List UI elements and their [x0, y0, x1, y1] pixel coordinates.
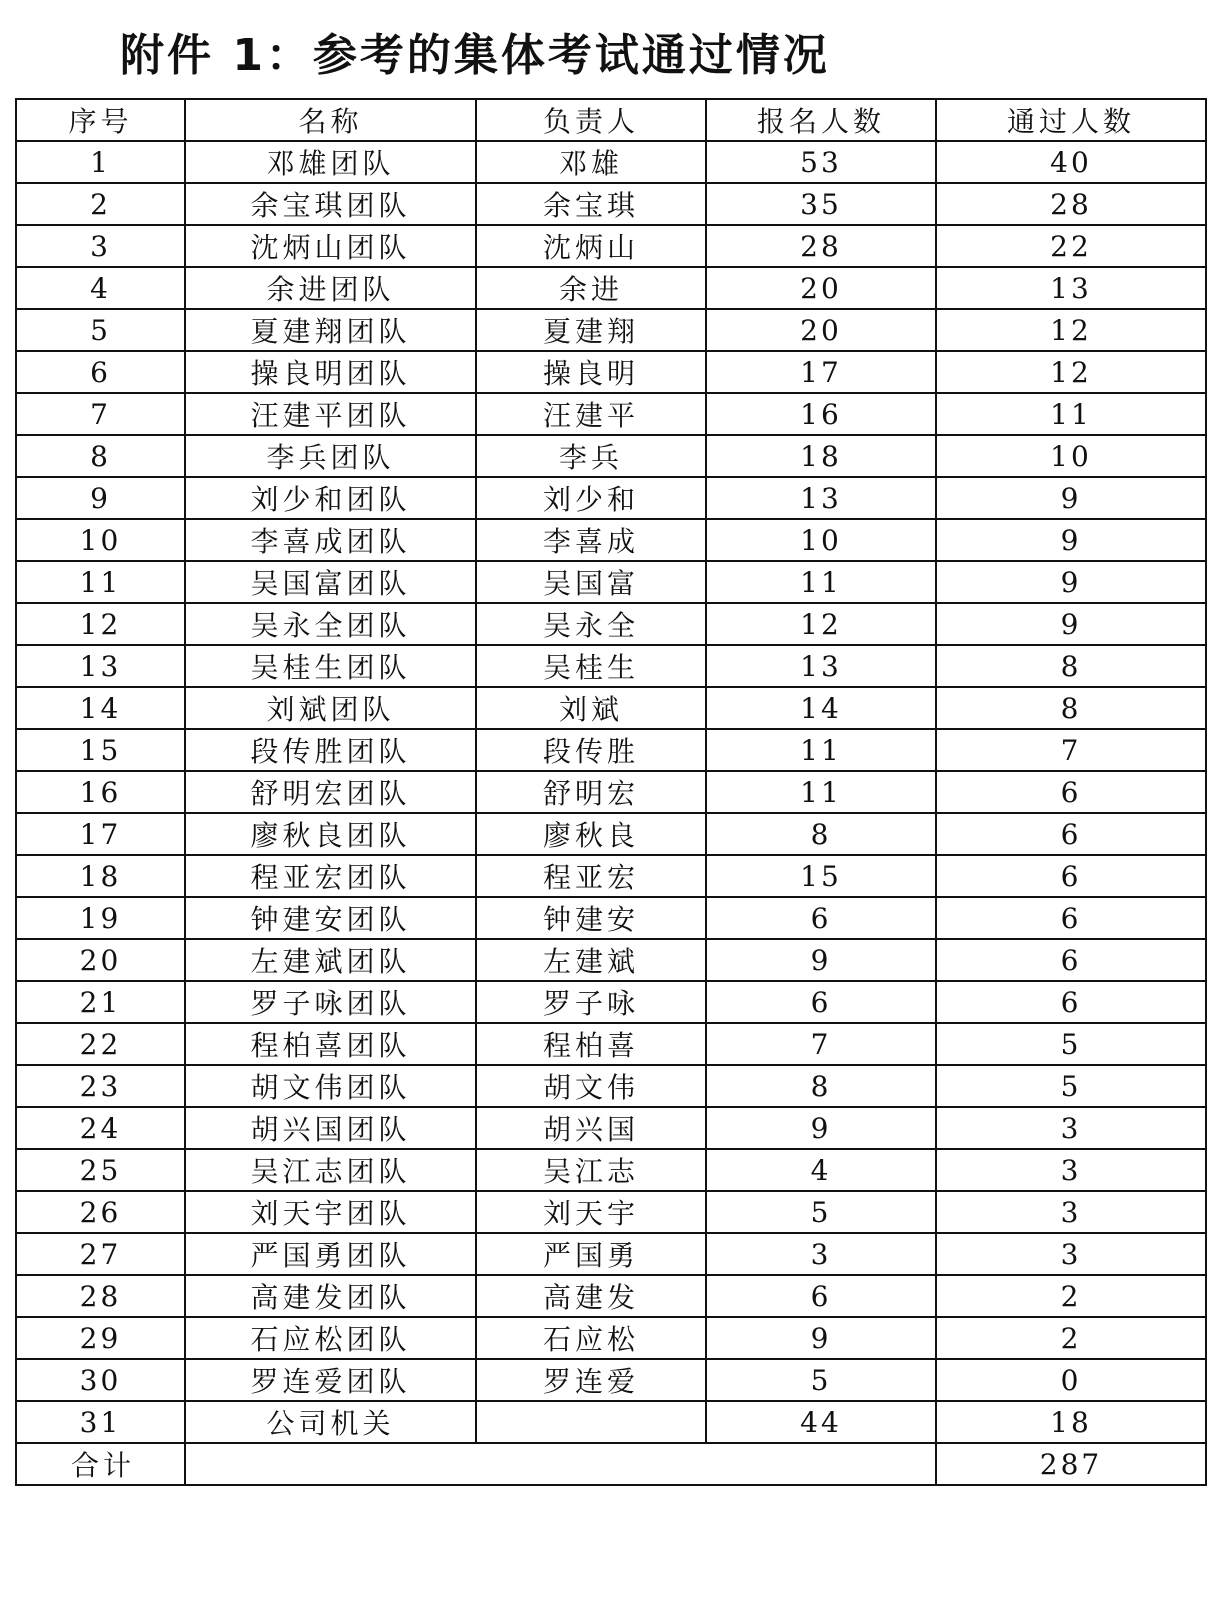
cell-team-name: 刘斌团队 — [185, 687, 476, 729]
cell-leader — [476, 1401, 706, 1443]
cell-leader: 程亚宏 — [476, 855, 706, 897]
cell-passed: 28 — [936, 183, 1206, 225]
cell-passed: 12 — [936, 309, 1206, 351]
cell-passed: 6 — [936, 813, 1206, 855]
cell-passed: 10 — [936, 435, 1206, 477]
cell-leader: 操良明 — [476, 351, 706, 393]
table-row — [16, 435, 1206, 477]
table-row — [16, 771, 1206, 813]
cell-leader: 罗连爱 — [476, 1359, 706, 1401]
cell-leader: 李兵 — [476, 435, 706, 477]
table-row — [16, 1191, 1206, 1233]
cell-team-name: 邓雄团队 — [185, 141, 476, 183]
cell-index: 19 — [16, 897, 185, 939]
table-row — [16, 1233, 1206, 1275]
cell-index: 5 — [16, 309, 185, 351]
cell-team-name: 高建发团队 — [185, 1275, 476, 1317]
cell-passed: 9 — [936, 519, 1206, 561]
cell-team-name: 程柏喜团队 — [185, 1023, 476, 1065]
cell-leader: 汪建平 — [476, 393, 706, 435]
table-row — [16, 687, 1206, 729]
cell-leader: 钟建安 — [476, 897, 706, 939]
cell-team-name: 舒明宏团队 — [185, 771, 476, 813]
header-name: 名称 — [185, 99, 476, 141]
cell-passed: 3 — [936, 1149, 1206, 1191]
cell-passed: 9 — [936, 561, 1206, 603]
cell-leader: 高建发 — [476, 1275, 706, 1317]
cell-passed: 6 — [936, 981, 1206, 1023]
cell-leader: 沈炳山 — [476, 225, 706, 267]
cell-leader: 余进 — [476, 267, 706, 309]
cell-registered: 8 — [706, 813, 936, 855]
cell-index: 16 — [16, 771, 185, 813]
cell-leader: 石应松 — [476, 1317, 706, 1359]
cell-team-name: 罗子咏团队 — [185, 981, 476, 1023]
cell-passed: 5 — [936, 1023, 1206, 1065]
total-row — [16, 1443, 1206, 1485]
cell-passed: 0 — [936, 1359, 1206, 1401]
cell-passed: 22 — [936, 225, 1206, 267]
table-row — [16, 981, 1206, 1023]
cell-leader: 吴永全 — [476, 603, 706, 645]
table-row — [16, 477, 1206, 519]
cell-index: 11 — [16, 561, 185, 603]
cell-registered: 13 — [706, 645, 936, 687]
exam-results-table — [15, 98, 1207, 1486]
cell-team-name: 汪建平团队 — [185, 393, 476, 435]
cell-registered: 28 — [706, 225, 936, 267]
cell-passed: 5 — [936, 1065, 1206, 1107]
cell-team-name: 吴江志团队 — [185, 1149, 476, 1191]
cell-leader: 吴桂生 — [476, 645, 706, 687]
cell-team-name: 刘天宇团队 — [185, 1191, 476, 1233]
cell-registered: 35 — [706, 183, 936, 225]
cell-registered: 6 — [706, 981, 936, 1023]
cell-leader: 左建斌 — [476, 939, 706, 981]
cell-team-name: 吴国富团队 — [185, 561, 476, 603]
table-row — [16, 897, 1206, 939]
cell-passed: 8 — [936, 687, 1206, 729]
table-row — [16, 1149, 1206, 1191]
total-label: 合计 — [16, 1443, 185, 1485]
cell-passed: 2 — [936, 1275, 1206, 1317]
cell-team-name: 公司机关 — [185, 1401, 476, 1443]
cell-team-name: 胡文伟团队 — [185, 1065, 476, 1107]
cell-index: 6 — [16, 351, 185, 393]
cell-team-name: 罗连爱团队 — [185, 1359, 476, 1401]
cell-passed: 9 — [936, 603, 1206, 645]
cell-index: 14 — [16, 687, 185, 729]
table-row — [16, 1317, 1206, 1359]
table-header-row — [16, 99, 1206, 141]
table-row — [16, 1275, 1206, 1317]
table-row — [16, 183, 1206, 225]
cell-index: 21 — [16, 981, 185, 1023]
cell-registered: 4 — [706, 1149, 936, 1191]
table-row — [16, 225, 1206, 267]
cell-passed: 13 — [936, 267, 1206, 309]
header-registered: 报名人数 — [706, 99, 936, 141]
cell-index: 15 — [16, 729, 185, 771]
cell-team-name: 刘少和团队 — [185, 477, 476, 519]
cell-registered: 14 — [706, 687, 936, 729]
cell-leader: 夏建翔 — [476, 309, 706, 351]
cell-registered: 6 — [706, 897, 936, 939]
cell-leader: 李喜成 — [476, 519, 706, 561]
cell-team-name: 胡兴国团队 — [185, 1107, 476, 1149]
cell-passed: 6 — [936, 855, 1206, 897]
cell-leader: 严国勇 — [476, 1233, 706, 1275]
cell-index: 20 — [16, 939, 185, 981]
cell-index: 22 — [16, 1023, 185, 1065]
cell-registered: 20 — [706, 267, 936, 309]
cell-leader: 胡兴国 — [476, 1107, 706, 1149]
cell-index: 29 — [16, 1317, 185, 1359]
cell-leader: 吴国富 — [476, 561, 706, 603]
cell-team-name: 吴永全团队 — [185, 603, 476, 645]
header-leader: 负责人 — [476, 99, 706, 141]
cell-registered: 16 — [706, 393, 936, 435]
cell-passed: 3 — [936, 1233, 1206, 1275]
cell-leader: 胡文伟 — [476, 1065, 706, 1107]
table-body — [16, 141, 1206, 1485]
cell-index: 27 — [16, 1233, 185, 1275]
cell-index: 10 — [16, 519, 185, 561]
table-row — [16, 351, 1206, 393]
cell-leader: 罗子咏 — [476, 981, 706, 1023]
cell-registered: 3 — [706, 1233, 936, 1275]
table-row — [16, 1359, 1206, 1401]
cell-registered: 15 — [706, 855, 936, 897]
cell-registered: 12 — [706, 603, 936, 645]
table-row — [16, 519, 1206, 561]
cell-team-name: 夏建翔团队 — [185, 309, 476, 351]
table-row — [16, 1065, 1206, 1107]
cell-leader: 邓雄 — [476, 141, 706, 183]
header-index: 序号 — [16, 99, 185, 141]
table-row — [16, 561, 1206, 603]
total-value: 287 — [936, 1443, 1206, 1485]
cell-team-name: 程亚宏团队 — [185, 855, 476, 897]
cell-index: 30 — [16, 1359, 185, 1401]
cell-index: 13 — [16, 645, 185, 687]
cell-index: 26 — [16, 1191, 185, 1233]
cell-passed: 3 — [936, 1191, 1206, 1233]
table-row — [16, 309, 1206, 351]
header-passed: 通过人数 — [936, 99, 1206, 141]
cell-registered: 13 — [706, 477, 936, 519]
cell-passed: 3 — [936, 1107, 1206, 1149]
cell-leader: 吴江志 — [476, 1149, 706, 1191]
cell-leader: 余宝琪 — [476, 183, 706, 225]
cell-team-name: 李喜成团队 — [185, 519, 476, 561]
cell-registered: 9 — [706, 1317, 936, 1359]
cell-team-name: 段传胜团队 — [185, 729, 476, 771]
cell-team-name: 廖秋良团队 — [185, 813, 476, 855]
cell-registered: 6 — [706, 1275, 936, 1317]
cell-registered: 18 — [706, 435, 936, 477]
table-row — [16, 645, 1206, 687]
table-row — [16, 813, 1206, 855]
cell-leader: 段传胜 — [476, 729, 706, 771]
cell-index: 31 — [16, 1401, 185, 1443]
table-row — [16, 729, 1206, 771]
cell-registered: 20 — [706, 309, 936, 351]
cell-leader: 廖秋良 — [476, 813, 706, 855]
table-row — [16, 141, 1206, 183]
table-row — [16, 603, 1206, 645]
cell-registered: 11 — [706, 729, 936, 771]
cell-passed: 9 — [936, 477, 1206, 519]
cell-team-name: 余进团队 — [185, 267, 476, 309]
cell-registered: 5 — [706, 1191, 936, 1233]
cell-passed: 40 — [936, 141, 1206, 183]
cell-leader: 刘斌 — [476, 687, 706, 729]
cell-team-name: 吴桂生团队 — [185, 645, 476, 687]
cell-registered: 10 — [706, 519, 936, 561]
table-row — [16, 939, 1206, 981]
table-row — [16, 1023, 1206, 1065]
cell-team-name: 沈炳山团队 — [185, 225, 476, 267]
cell-team-name: 操良明团队 — [185, 351, 476, 393]
cell-passed: 18 — [936, 1401, 1206, 1443]
cell-passed: 2 — [936, 1317, 1206, 1359]
cell-registered: 9 — [706, 939, 936, 981]
cell-registered: 44 — [706, 1401, 936, 1443]
cell-leader: 刘少和 — [476, 477, 706, 519]
cell-team-name: 左建斌团队 — [185, 939, 476, 981]
cell-passed: 6 — [936, 897, 1206, 939]
table-row — [16, 393, 1206, 435]
cell-index: 8 — [16, 435, 185, 477]
cell-passed: 12 — [936, 351, 1206, 393]
cell-index: 17 — [16, 813, 185, 855]
cell-team-name: 钟建安团队 — [185, 897, 476, 939]
cell-index: 4 — [16, 267, 185, 309]
cell-passed: 6 — [936, 939, 1206, 981]
cell-leader: 舒明宏 — [476, 771, 706, 813]
cell-index: 25 — [16, 1149, 185, 1191]
cell-index: 7 — [16, 393, 185, 435]
cell-team-name: 石应松团队 — [185, 1317, 476, 1359]
cell-index: 2 — [16, 183, 185, 225]
cell-index: 9 — [16, 477, 185, 519]
cell-index: 3 — [16, 225, 185, 267]
cell-team-name: 严国勇团队 — [185, 1233, 476, 1275]
cell-registered: 5 — [706, 1359, 936, 1401]
cell-index: 12 — [16, 603, 185, 645]
cell-registered: 7 — [706, 1023, 936, 1065]
cell-index: 1 — [16, 141, 185, 183]
cell-passed: 7 — [936, 729, 1206, 771]
cell-passed: 11 — [936, 393, 1206, 435]
table-row — [16, 1401, 1206, 1443]
cell-index: 23 — [16, 1065, 185, 1107]
cell-registered: 53 — [706, 141, 936, 183]
cell-index: 18 — [16, 855, 185, 897]
cell-leader: 程柏喜 — [476, 1023, 706, 1065]
table-row — [16, 1107, 1206, 1149]
cell-registered: 8 — [706, 1065, 936, 1107]
cell-registered: 11 — [706, 561, 936, 603]
table-row — [16, 267, 1206, 309]
cell-passed: 6 — [936, 771, 1206, 813]
page-title: 附件 1：参考的集体考试通过情况 — [120, 30, 830, 81]
cell-registered: 11 — [706, 771, 936, 813]
cell-team-name: 余宝琪团队 — [185, 183, 476, 225]
cell-index: 28 — [16, 1275, 185, 1317]
cell-passed: 8 — [936, 645, 1206, 687]
cell-leader: 刘天宇 — [476, 1191, 706, 1233]
table-row — [16, 855, 1206, 897]
total-spacer — [185, 1443, 936, 1485]
cell-team-name: 李兵团队 — [185, 435, 476, 477]
cell-index: 24 — [16, 1107, 185, 1149]
cell-registered: 17 — [706, 351, 936, 393]
cell-registered: 9 — [706, 1107, 936, 1149]
